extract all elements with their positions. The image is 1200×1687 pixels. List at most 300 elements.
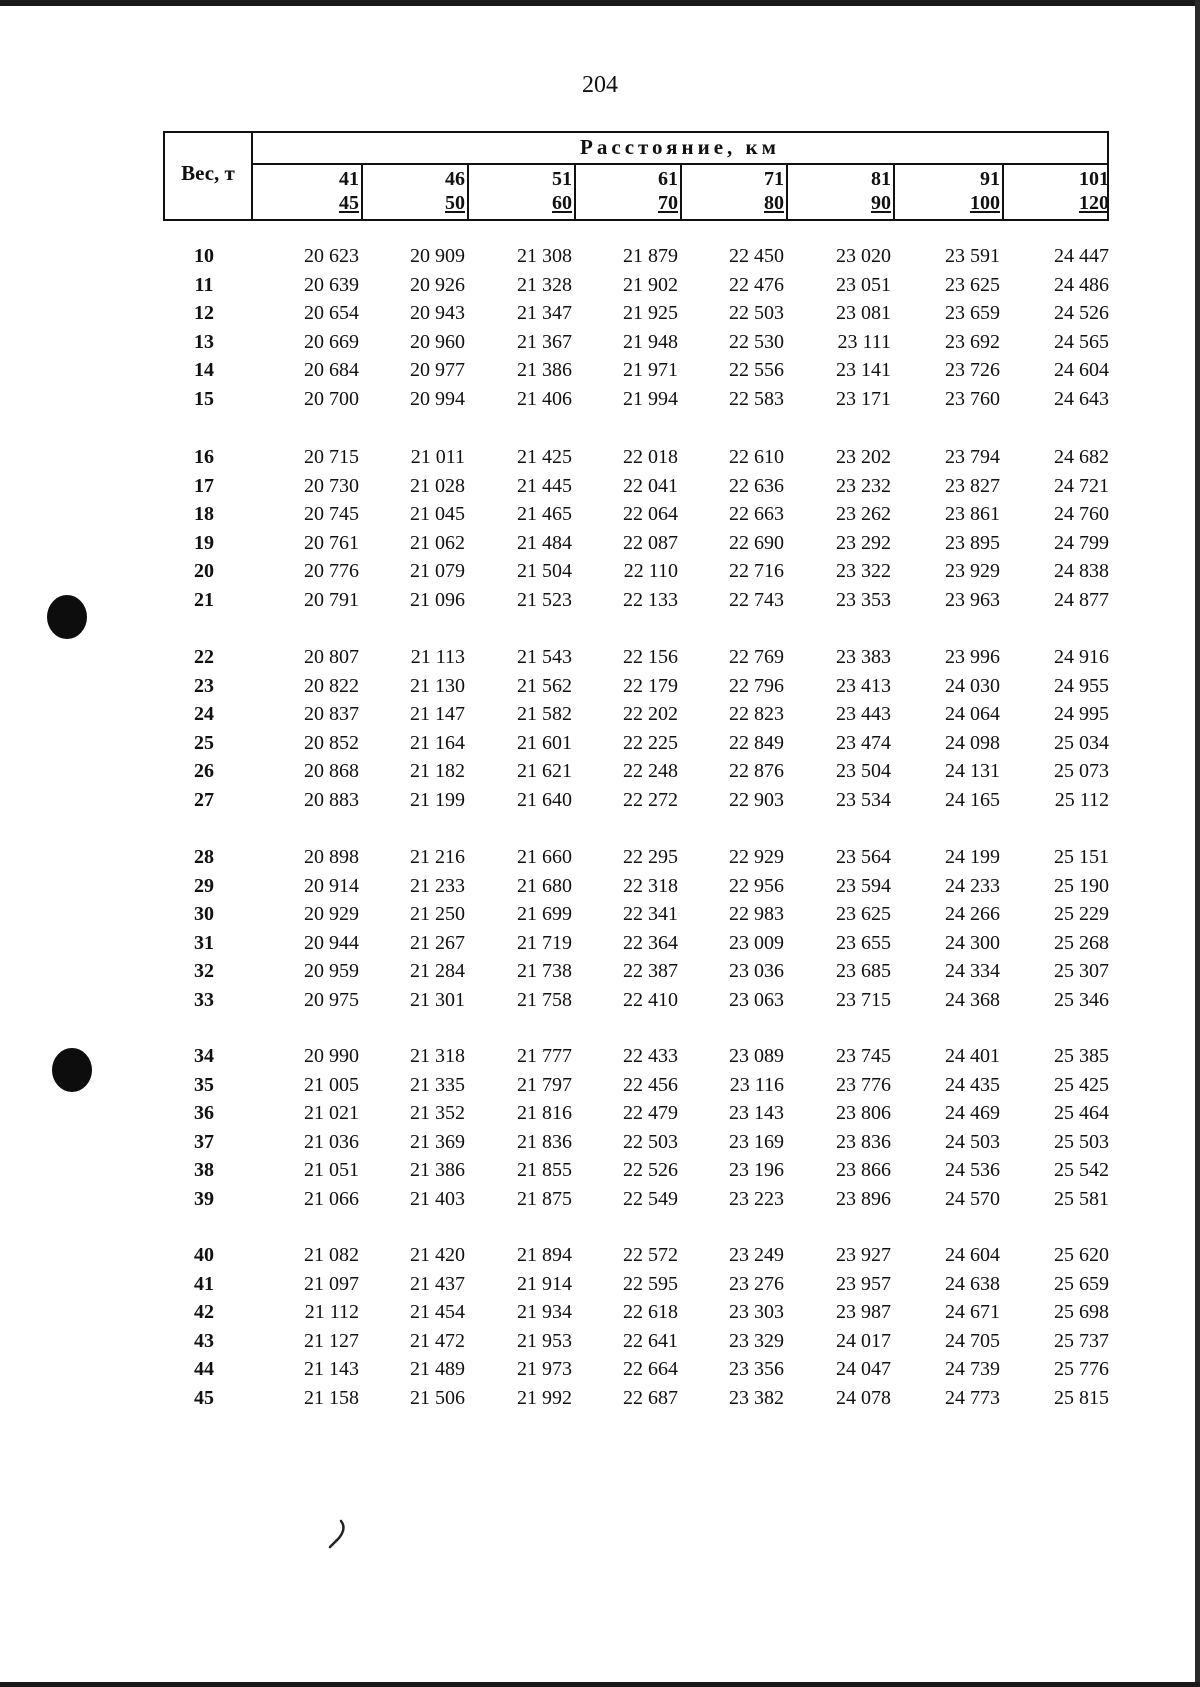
range-to: 45 bbox=[339, 192, 359, 214]
weight-cell: 41 bbox=[194, 1272, 214, 1295]
rate-cell: 21 797 bbox=[517, 1073, 572, 1096]
rate-cell: 25 815 bbox=[1054, 1387, 1109, 1409]
rate-cell: 21 005 bbox=[304, 1073, 359, 1096]
range-to: 50 bbox=[445, 192, 465, 214]
rate-cell: 20 776 bbox=[304, 560, 359, 583]
weight-cell: 36 bbox=[194, 1102, 214, 1125]
rate-cell: 21 948 bbox=[623, 330, 678, 353]
rate-cell: 23 929 bbox=[945, 560, 1000, 583]
rate-cell: 24 721 bbox=[1054, 474, 1109, 497]
rate-cell: 20 994 bbox=[410, 388, 465, 410]
weight-cell: 42 bbox=[194, 1301, 214, 1324]
weight-header: Вес, т bbox=[181, 161, 235, 185]
table-row bbox=[0, 846, 1200, 874]
rate-cell: 23 303 bbox=[729, 1301, 784, 1324]
weight-cell: 23 bbox=[194, 674, 214, 697]
weight-cell: 38 bbox=[194, 1159, 214, 1182]
rate-cell: 22 743 bbox=[729, 589, 784, 611]
range-from: 61 bbox=[658, 168, 678, 190]
rate-cell: 21 130 bbox=[410, 674, 465, 697]
rate-cell: 21 233 bbox=[410, 874, 465, 897]
rate-cell: 22 225 bbox=[623, 731, 678, 754]
rate-cell: 22 318 bbox=[623, 874, 678, 897]
rate-cell: 22 983 bbox=[729, 903, 784, 926]
range-from: 101 bbox=[1079, 168, 1109, 190]
rate-cell: 23 987 bbox=[836, 1301, 891, 1324]
rate-cell: 23 169 bbox=[729, 1130, 784, 1153]
rate-cell: 20 669 bbox=[304, 330, 359, 353]
rate-cell: 23 715 bbox=[836, 989, 891, 1011]
rate-cell: 25 542 bbox=[1054, 1159, 1109, 1182]
weight-cell: 33 bbox=[194, 989, 214, 1011]
rate-cell: 21 062 bbox=[410, 531, 465, 554]
rate-cell: 22 549 bbox=[623, 1188, 678, 1210]
rate-cell: 21 879 bbox=[623, 245, 678, 267]
weight-cell: 39 bbox=[194, 1188, 214, 1210]
rate-cell: 21 994 bbox=[623, 388, 678, 410]
rate-cell: 22 796 bbox=[729, 674, 784, 697]
range-to: 60 bbox=[552, 192, 572, 214]
rate-cell: 23 383 bbox=[836, 646, 891, 668]
rate-cell: 24 017 bbox=[836, 1329, 891, 1352]
rate-cell: 24 098 bbox=[945, 731, 1000, 754]
rate-cell: 24 638 bbox=[945, 1272, 1000, 1295]
rate-cell: 22 716 bbox=[729, 560, 784, 583]
range-from: 91 bbox=[980, 168, 1000, 190]
rate-cell: 22 687 bbox=[623, 1387, 678, 1409]
rate-cell: 21 777 bbox=[517, 1045, 572, 1067]
rate-cell: 23 996 bbox=[945, 646, 1000, 668]
rate-cell: 25 112 bbox=[1054, 789, 1109, 811]
rate-cell: 22 341 bbox=[623, 903, 678, 926]
rate-cell: 21 158 bbox=[304, 1387, 359, 1409]
rate-cell: 20 639 bbox=[304, 273, 359, 296]
rate-cell: 21 347 bbox=[517, 302, 572, 325]
rate-cell: 24 503 bbox=[945, 1130, 1000, 1153]
weight-cell: 31 bbox=[194, 931, 214, 954]
rate-cell: 22 610 bbox=[729, 446, 784, 468]
rate-cell: 22 503 bbox=[623, 1130, 678, 1153]
rate-cell: 22 956 bbox=[729, 874, 784, 897]
rate-cell: 21 489 bbox=[410, 1358, 465, 1381]
rate-cell: 20 909 bbox=[410, 245, 465, 267]
rate-cell: 24 877 bbox=[1054, 589, 1109, 611]
table-row bbox=[0, 760, 1200, 788]
weight-cell: 45 bbox=[194, 1387, 214, 1409]
rate-cell: 22 903 bbox=[729, 789, 784, 811]
rate-cell: 23 625 bbox=[836, 903, 891, 926]
rate-cell: 20 944 bbox=[304, 931, 359, 954]
table-row bbox=[0, 388, 1200, 416]
rate-cell: 21 250 bbox=[410, 903, 465, 926]
rate-cell: 24 078 bbox=[836, 1387, 891, 1409]
rate-cell: 22 018 bbox=[623, 446, 678, 468]
rate-cell: 23 564 bbox=[836, 846, 891, 868]
range-to: 90 bbox=[871, 192, 891, 214]
rate-cell: 21 506 bbox=[410, 1387, 465, 1409]
rate-cell: 21 437 bbox=[410, 1272, 465, 1295]
rate-cell: 23 836 bbox=[836, 1130, 891, 1153]
rate-cell: 21 894 bbox=[517, 1244, 572, 1266]
rate-cell: 21 523 bbox=[517, 589, 572, 611]
rate-cell: 23 089 bbox=[729, 1045, 784, 1067]
table-row bbox=[0, 789, 1200, 817]
table-row bbox=[0, 302, 1200, 330]
rate-cell: 21 582 bbox=[517, 703, 572, 726]
rate-cell: 21 036 bbox=[304, 1130, 359, 1153]
weight-cell: 25 bbox=[194, 731, 214, 754]
rate-cell: 21 352 bbox=[410, 1102, 465, 1125]
rate-cell: 21 601 bbox=[517, 731, 572, 754]
rate-cell: 20 929 bbox=[304, 903, 359, 926]
range-to: 70 bbox=[658, 192, 678, 214]
rate-cell: 20 745 bbox=[304, 503, 359, 526]
rate-cell: 21 367 bbox=[517, 330, 572, 353]
rate-cell: 21 816 bbox=[517, 1102, 572, 1125]
rate-cell: 21 369 bbox=[410, 1130, 465, 1153]
rate-cell: 20 700 bbox=[304, 388, 359, 410]
rate-cell: 21 640 bbox=[517, 789, 572, 811]
rate-cell: 24 916 bbox=[1054, 646, 1109, 668]
rate-cell: 22 456 bbox=[623, 1073, 678, 1096]
table-row bbox=[0, 1045, 1200, 1073]
rate-cell: 22 530 bbox=[729, 330, 784, 353]
rate-cell: 21 934 bbox=[517, 1301, 572, 1324]
rate-cell: 25 190 bbox=[1054, 874, 1109, 897]
rate-cell: 21 386 bbox=[410, 1159, 465, 1182]
rate-cell: 22 387 bbox=[623, 960, 678, 983]
weight-cell: 16 bbox=[194, 446, 214, 468]
rate-cell: 24 671 bbox=[945, 1301, 1000, 1324]
rate-cell: 23 861 bbox=[945, 503, 1000, 526]
rate-cell: 22 636 bbox=[729, 474, 784, 497]
rate-cell: 23 927 bbox=[836, 1244, 891, 1266]
rate-cell: 20 791 bbox=[304, 589, 359, 611]
rate-cell: 23 223 bbox=[729, 1188, 784, 1210]
scan-bottom-edge bbox=[0, 1682, 1200, 1687]
rate-cell: 23 009 bbox=[729, 931, 784, 954]
rate-cell: 24 643 bbox=[1054, 388, 1109, 410]
rate-cell: 23 249 bbox=[729, 1244, 784, 1266]
rate-cell: 23 196 bbox=[729, 1159, 784, 1182]
rate-cell: 21 425 bbox=[517, 446, 572, 468]
rate-cell: 22 179 bbox=[623, 674, 678, 697]
weight-cell: 21 bbox=[194, 589, 214, 611]
table-row bbox=[0, 1159, 1200, 1187]
rate-cell: 21 113 bbox=[410, 646, 465, 668]
rate-cell: 21 216 bbox=[410, 846, 465, 868]
rate-cell: 23 443 bbox=[836, 703, 891, 726]
rate-cell: 20 960 bbox=[410, 330, 465, 353]
weight-cell: 35 bbox=[194, 1073, 214, 1096]
rate-cell: 23 896 bbox=[836, 1188, 891, 1210]
rate-cell: 24 435 bbox=[945, 1073, 1000, 1096]
rate-cell: 22 476 bbox=[729, 273, 784, 296]
rate-cell: 20 715 bbox=[304, 446, 359, 468]
column-separator bbox=[467, 163, 469, 219]
rate-cell: 20 926 bbox=[410, 273, 465, 296]
rate-cell: 22 087 bbox=[623, 531, 678, 554]
rate-cell: 21 182 bbox=[410, 760, 465, 783]
rate-cell: 25 425 bbox=[1054, 1073, 1109, 1096]
rate-cell: 23 776 bbox=[836, 1073, 891, 1096]
rate-cell: 23 143 bbox=[729, 1102, 784, 1125]
rate-cell: 23 655 bbox=[836, 931, 891, 954]
rate-cell: 21 112 bbox=[304, 1301, 359, 1324]
table-row bbox=[0, 1387, 1200, 1415]
table-row bbox=[0, 446, 1200, 474]
rate-cell: 22 272 bbox=[623, 789, 678, 811]
rate-cell: 23 171 bbox=[836, 388, 891, 410]
rate-cell: 23 474 bbox=[836, 731, 891, 754]
rate-cell: 20 977 bbox=[410, 359, 465, 382]
rate-cell: 25 698 bbox=[1054, 1301, 1109, 1324]
rate-cell: 24 064 bbox=[945, 703, 1000, 726]
rate-cell: 22 690 bbox=[729, 531, 784, 554]
table-row bbox=[0, 903, 1200, 931]
rate-cell: 21 836 bbox=[517, 1130, 572, 1153]
weight-cell: 28 bbox=[194, 846, 214, 868]
rate-cell: 21 267 bbox=[410, 931, 465, 954]
rate-cell: 21 562 bbox=[517, 674, 572, 697]
weight-cell: 18 bbox=[194, 503, 214, 526]
table-row bbox=[0, 503, 1200, 531]
rate-cell: 21 164 bbox=[410, 731, 465, 754]
table-row bbox=[0, 932, 1200, 960]
rate-cell: 21 719 bbox=[517, 931, 572, 954]
rate-cell: 20 684 bbox=[304, 359, 359, 382]
rate-cell: 21 143 bbox=[304, 1358, 359, 1381]
rate-cell: 21 420 bbox=[410, 1244, 465, 1266]
weight-cell: 26 bbox=[194, 760, 214, 783]
weight-cell: 12 bbox=[194, 302, 214, 325]
rate-cell: 21 386 bbox=[517, 359, 572, 382]
rate-cell: 24 773 bbox=[945, 1387, 1000, 1409]
rate-cell: 23 111 bbox=[837, 330, 891, 353]
rate-cell: 22 583 bbox=[729, 388, 784, 410]
rate-cell: 22 133 bbox=[623, 589, 678, 611]
table-row bbox=[0, 1330, 1200, 1358]
rate-cell: 23 413 bbox=[836, 674, 891, 697]
range-to: 100 bbox=[970, 192, 1000, 214]
range-from: 51 bbox=[552, 168, 572, 190]
distance-range-header bbox=[492, 167, 572, 215]
rate-cell: 21 335 bbox=[410, 1073, 465, 1096]
distance-range-header bbox=[704, 167, 784, 215]
weight-cell: 37 bbox=[194, 1130, 214, 1153]
rate-cell: 23 081 bbox=[836, 302, 891, 325]
rate-cell: 23 356 bbox=[729, 1358, 784, 1381]
rate-cell: 20 943 bbox=[410, 302, 465, 325]
table-row bbox=[0, 1102, 1200, 1130]
rate-cell: 21 445 bbox=[517, 474, 572, 497]
range-from: 81 bbox=[871, 168, 891, 190]
range-from: 41 bbox=[339, 168, 359, 190]
weight-cell: 10 bbox=[194, 245, 214, 267]
distance-range-header bbox=[811, 167, 891, 215]
weight-cell: 11 bbox=[194, 273, 214, 296]
rate-cell: 21 096 bbox=[410, 589, 465, 611]
weight-cell: 24 bbox=[194, 703, 214, 726]
rate-cell: 24 469 bbox=[945, 1102, 1000, 1125]
range-to: 120 bbox=[1079, 192, 1109, 214]
rate-cell: 23 292 bbox=[836, 531, 891, 554]
rate-cell: 22 110 bbox=[623, 560, 678, 583]
weight-cell: 40 bbox=[194, 1244, 214, 1266]
weight-cell: 32 bbox=[194, 960, 214, 983]
rate-cell: 24 705 bbox=[945, 1329, 1000, 1352]
rate-cell: 21 318 bbox=[410, 1045, 465, 1067]
rate-cell: 22 450 bbox=[729, 245, 784, 267]
rate-cell: 23 594 bbox=[836, 874, 891, 897]
table-row bbox=[0, 1074, 1200, 1102]
rate-cell: 20 868 bbox=[304, 760, 359, 783]
rate-cell: 23 051 bbox=[836, 273, 891, 296]
rate-cell: 23 794 bbox=[945, 446, 1000, 468]
weight-cell: 14 bbox=[194, 359, 214, 382]
rate-cell: 23 760 bbox=[945, 388, 1000, 410]
rate-cell: 21 021 bbox=[304, 1102, 359, 1125]
table-row bbox=[0, 560, 1200, 588]
table-row bbox=[0, 703, 1200, 731]
rate-cell: 25 268 bbox=[1054, 931, 1109, 954]
rate-cell: 25 581 bbox=[1054, 1188, 1109, 1210]
rate-cell: 25 464 bbox=[1054, 1102, 1109, 1125]
rate-cell: 21 660 bbox=[517, 846, 572, 868]
rate-cell: 24 604 bbox=[1054, 359, 1109, 382]
range-to: 80 bbox=[764, 192, 784, 214]
pen-mark bbox=[327, 1518, 351, 1550]
rate-cell: 24 604 bbox=[945, 1244, 1000, 1266]
rate-cell: 23 063 bbox=[729, 989, 784, 1011]
rate-cell: 21 082 bbox=[304, 1244, 359, 1266]
rate-cell: 23 806 bbox=[836, 1102, 891, 1125]
rate-cell: 21 403 bbox=[410, 1188, 465, 1210]
rate-cell: 25 307 bbox=[1054, 960, 1109, 983]
rate-cell: 24 300 bbox=[945, 931, 1000, 954]
rate-cell: 23 262 bbox=[836, 503, 891, 526]
rate-cell: 22 823 bbox=[729, 703, 784, 726]
weight-cell: 15 bbox=[194, 388, 214, 410]
rate-cell: 23 141 bbox=[836, 359, 891, 382]
rate-cell: 23 827 bbox=[945, 474, 1000, 497]
rate-cell: 24 565 bbox=[1054, 330, 1109, 353]
rate-cell: 21 973 bbox=[517, 1358, 572, 1381]
weight-cell: 27 bbox=[194, 789, 214, 811]
rate-cell: 21 738 bbox=[517, 960, 572, 983]
rate-cell: 22 156 bbox=[623, 646, 678, 668]
rate-cell: 21 127 bbox=[304, 1329, 359, 1352]
rate-cell: 21 406 bbox=[517, 388, 572, 410]
rate-cell: 22 556 bbox=[729, 359, 784, 382]
weight-cell: 20 bbox=[194, 560, 214, 583]
rate-cell: 25 659 bbox=[1054, 1272, 1109, 1295]
table-row bbox=[0, 1358, 1200, 1386]
weight-cell: 30 bbox=[194, 903, 214, 926]
table-row bbox=[0, 532, 1200, 560]
rate-cell: 22 876 bbox=[729, 760, 784, 783]
column-separator bbox=[1002, 163, 1004, 219]
rate-cell: 21 902 bbox=[623, 273, 678, 296]
weight-cell: 29 bbox=[194, 874, 214, 897]
range-from: 46 bbox=[445, 168, 465, 190]
rate-cell: 24 401 bbox=[945, 1045, 1000, 1067]
rate-cell: 24 486 bbox=[1054, 273, 1109, 296]
rate-cell: 24 233 bbox=[945, 874, 1000, 897]
distance-range-header bbox=[920, 167, 1000, 215]
rate-cell: 23 963 bbox=[945, 589, 1000, 611]
rate-cell: 23 895 bbox=[945, 531, 1000, 554]
table-row bbox=[0, 331, 1200, 359]
rate-cell: 20 975 bbox=[304, 989, 359, 1011]
table-row bbox=[0, 875, 1200, 903]
rate-cell: 21 079 bbox=[410, 560, 465, 583]
rate-cell: 22 433 bbox=[623, 1045, 678, 1067]
table-row bbox=[0, 989, 1200, 1017]
rate-cell: 24 570 bbox=[945, 1188, 1000, 1210]
rate-cell: 25 737 bbox=[1054, 1329, 1109, 1352]
distance-range-header bbox=[1029, 167, 1109, 215]
rate-cell: 21 308 bbox=[517, 245, 572, 267]
rate-cell: 25 346 bbox=[1054, 989, 1109, 1011]
rate-cell: 21 147 bbox=[410, 703, 465, 726]
column-separator bbox=[361, 163, 363, 219]
table-row bbox=[0, 359, 1200, 387]
rate-cell: 21 699 bbox=[517, 903, 572, 926]
table-row bbox=[0, 1131, 1200, 1159]
table-row bbox=[0, 475, 1200, 503]
rate-cell: 20 730 bbox=[304, 474, 359, 497]
rate-cell: 23 957 bbox=[836, 1272, 891, 1295]
weight-cell: 22 bbox=[194, 646, 214, 668]
rate-cell: 24 536 bbox=[945, 1159, 1000, 1182]
rate-cell: 20 914 bbox=[304, 874, 359, 897]
rate-cell: 22 364 bbox=[623, 931, 678, 954]
rate-cell: 21 914 bbox=[517, 1272, 572, 1295]
rate-cell: 24 760 bbox=[1054, 503, 1109, 526]
rate-cell: 23 685 bbox=[836, 960, 891, 983]
scan-top-edge bbox=[0, 0, 1200, 6]
table-row bbox=[0, 732, 1200, 760]
rate-cell: 22 248 bbox=[623, 760, 678, 783]
rate-cell: 22 410 bbox=[623, 989, 678, 1011]
rate-cell: 25 620 bbox=[1054, 1244, 1109, 1266]
rate-cell: 21 504 bbox=[517, 560, 572, 583]
rate-cell: 20 883 bbox=[304, 789, 359, 811]
rate-cell: 20 654 bbox=[304, 302, 359, 325]
rate-cell: 23 329 bbox=[729, 1329, 784, 1352]
rate-cell: 21 301 bbox=[410, 989, 465, 1011]
rate-cell: 21 925 bbox=[623, 302, 678, 325]
rate-cell: 24 047 bbox=[836, 1358, 891, 1381]
rate-cell: 25 034 bbox=[1054, 731, 1109, 754]
distance-range-header bbox=[598, 167, 678, 215]
column-separator bbox=[893, 163, 895, 219]
rate-cell: 21 484 bbox=[517, 531, 572, 554]
weight-cell: 19 bbox=[194, 531, 214, 554]
rate-cell: 21 992 bbox=[517, 1387, 572, 1409]
table-header bbox=[163, 131, 1109, 221]
rate-cell: 21 472 bbox=[410, 1329, 465, 1352]
rate-cell: 21 051 bbox=[304, 1159, 359, 1182]
rate-cell: 23 116 bbox=[729, 1073, 784, 1096]
rate-cell: 23 591 bbox=[945, 245, 1000, 267]
weight-cell: 43 bbox=[194, 1329, 214, 1352]
rate-cell: 22 769 bbox=[729, 646, 784, 668]
table-row bbox=[0, 1188, 1200, 1216]
rate-cell: 21 621 bbox=[517, 760, 572, 783]
rate-cell: 24 682 bbox=[1054, 446, 1109, 468]
